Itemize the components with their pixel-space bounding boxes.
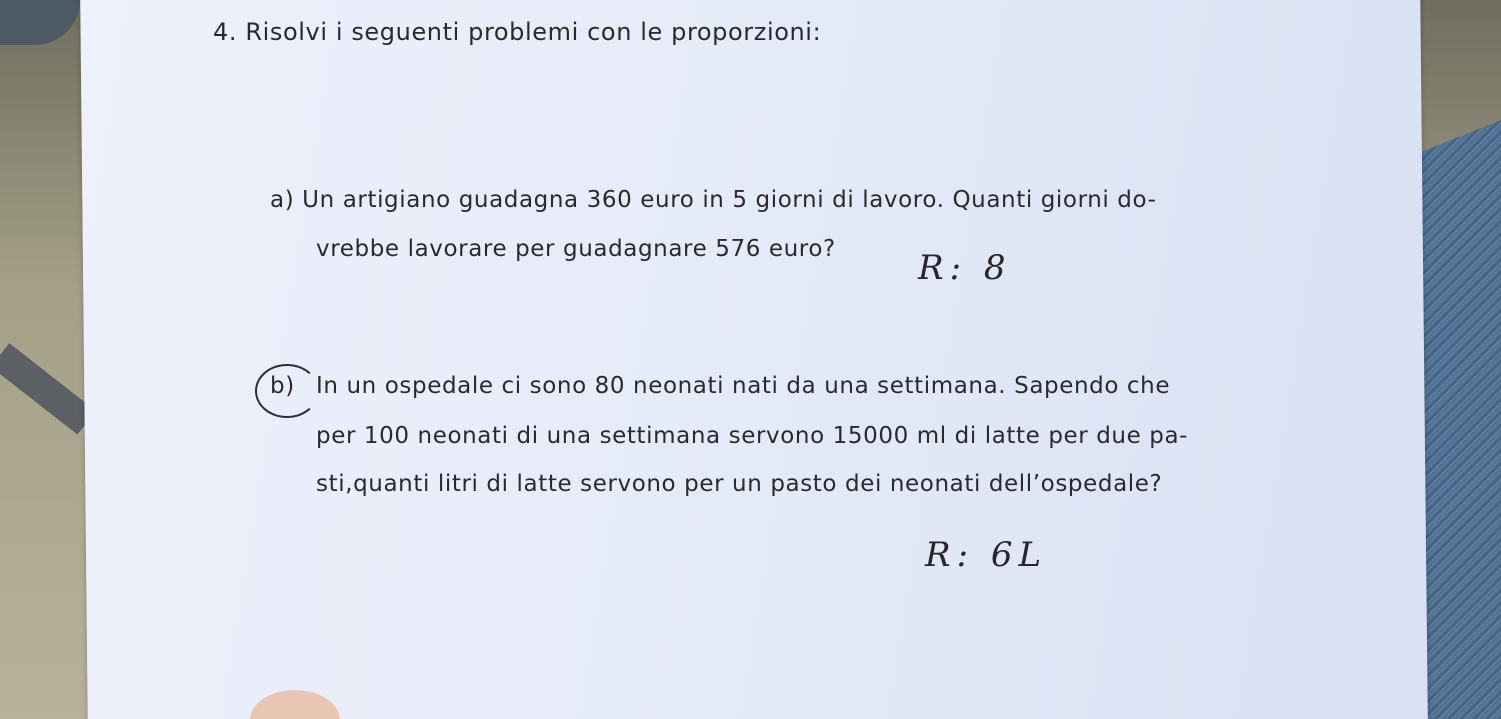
worksheet-paper <box>80 0 1428 719</box>
problem-b-line-3: sti,quanti litri di latte servono per un pasto dei neonati dell’ospedale? <box>316 471 1163 497</box>
exercise-heading: 4. Risolvi i seguenti problemi con le proporzioni: <box>213 18 822 46</box>
problem-b-line-1: In un ospedale ci sono 80 neonati nati da una settimana. Sapendo che <box>316 373 1171 399</box>
problem-b-handwritten-answer: R: 6L <box>925 535 1048 575</box>
problem-b-label: b) <box>270 373 295 399</box>
problem-a-line-1: a) Un artigiano guadagna 360 euro in 5 giorni di lavoro. Quanti giorni do- <box>270 187 1157 213</box>
problem-b-line-2: per 100 neonati di una settimana servono 15000 ml di latte per due pa- <box>316 423 1189 449</box>
problem-a-line-2: vrebbe lavorare per guadagnare 576 euro? <box>316 236 836 262</box>
problem-a-handwritten-answer: R: 8 <box>918 248 1012 288</box>
